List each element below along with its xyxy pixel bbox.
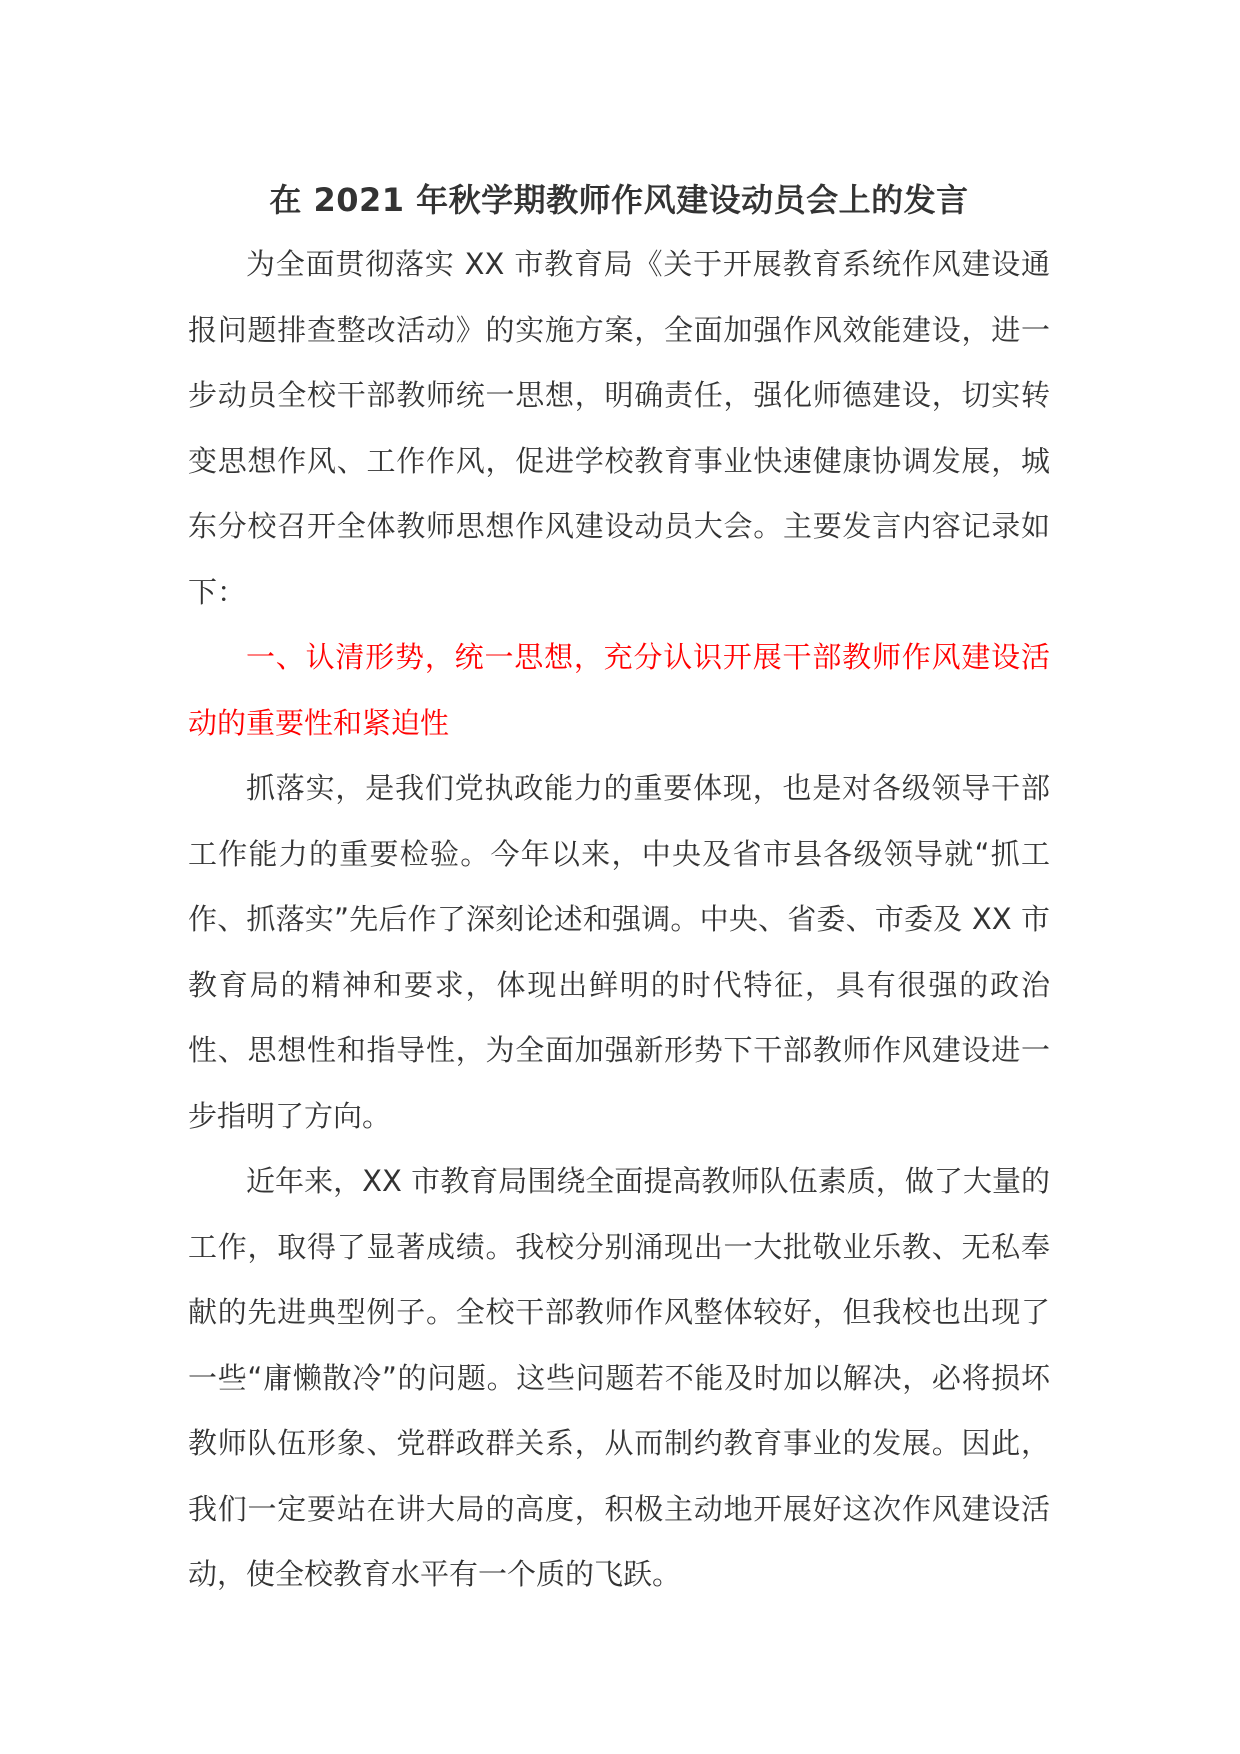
document-title: 在 2021 年秋学期教师作风建设动员会上的发言 [269,181,969,219]
intro-paragraph: 为全面贯彻落实 XX 市教育局《关于开展教育系统作风建设通报问题排查整改活动》的实施方案，全面加强作风效能建设，进一步动员全校干部教师统一思想，明确责任，强化师德建设，切实转变思想作风、工作作风，促进学校教育事业快速健康协调发展，城东分校召开全体教师思想作风建设动员大会。主要发言内容记录如下： [188,247,1050,609]
body-paragraph: 抓落实，是我们党执政能力的重要体现，也是对各级领导干部工作能力的重要检验。今年以来，中央及省市县各级领导就“抓工作、抓落实”先后作了深刻论述和强调。中央、省委、市委及 XX 市教育局的精神和要求，体现出鲜明的时代特征，具有很强的政治性、思想性和指导性，为全面加强新形势下干部教师作风建设进一步指明了方向。 [188,771,1050,1133]
document-body [188,172,1050,1608]
section-heading: 一、认清形势，统一思想，充分认识开展干部教师作风建设活动的重要性和紧迫性 [188,640,1050,740]
body-paragraph: 近年来，XX 市教育局围绕全面提高教师队伍素质，做了大量的工作，取得了显著成绩。我校分别涌现出一大批敬业乐教、无私奉献的先进典型例子。全校干部教师作风整体较好，但我校也出现了一些“庸懒散冷”的问题。这些问题若不能及时加以解决，必将损坏教师队伍形象、党群政群关系，从而制约教育事业的发展。因此，我们一定要站在讲大局的高度，积极主动地开展好这次作风建设活动，使全校教育水平有一个质的飞跃。 [188,1164,1050,1591]
